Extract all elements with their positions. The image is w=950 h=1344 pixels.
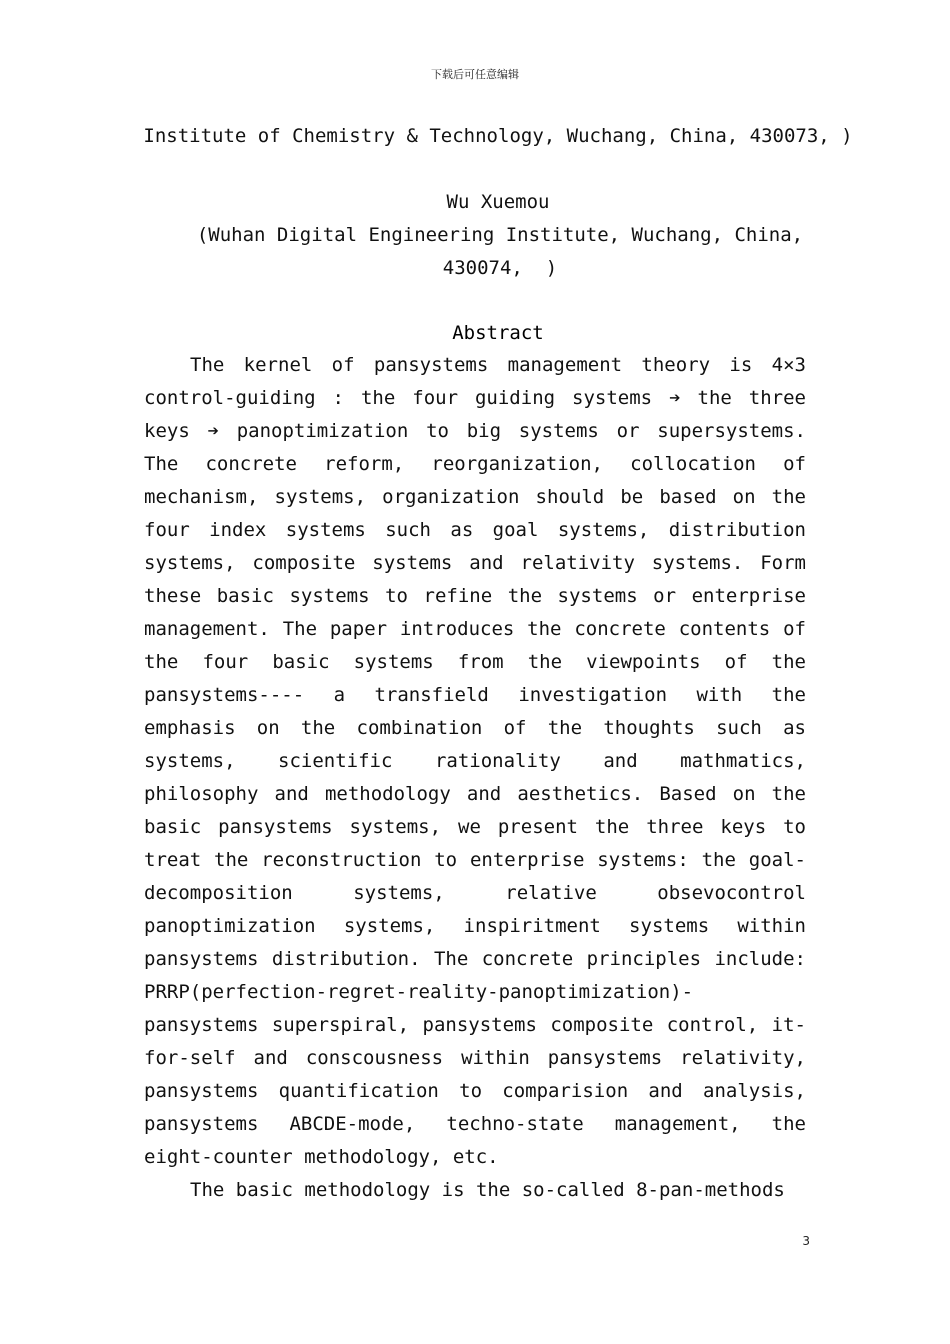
abstract-body [144,349,806,1207]
header-note: 下载后可任意编辑 [431,68,519,81]
abstract-paragraph-1: The kernel of pansystems management theory is 4×3 control-guiding : the four guiding systems ➔ the three keys ➔ panoptimization to big systems or supersystems. The concrete reform, reorganization, collocation of mechanism, systems, organization should be based on the four index systems such as goal systems, distribution systems, composite systems and relativity systems. Form these basic systems to refine the systems or enterprise management. The paper introduces the concrete contents of the four basic systems from the viewpoints of the pansystems---- a transfield investigation with the emphasis on the combination of the thoughts such as systems, scientific rationality and mathmatics, philosophy and methodology and aesthetics. Based on the basic pansystems systems, we present the three keys to treat the reconstruction to enterprise systems: the goal-decomposition systems, relative obsevocontrol panoptimization systems, inspiritment systems within pansystems distribution. The concrete principles include: PRRP(perfection-regret-reality-panoptimization)-pansystems superspiral, pansystems composite control, it-for-self and conscousness within pansystems relativity, pansystems quantification to comparision and analysis, pansystems ABCDE-mode, techno-state management, the eight-counter methodology, etc. [144,354,806,1168]
author-name: Wu Xuemou [446,191,550,213]
abstract-paragraph-2: The basic methodology is the so-called 8-pan-methods [190,1179,785,1201]
page-number: 3 [802,1234,810,1248]
affiliation-second: (Wuhan Digital Engineering Institute, Wuchang, China, 430074, ) [196,224,804,279]
abstract-heading: Abstract [452,322,544,344]
affiliation-first: Institute of Chemistry & Technology, Wuchang, China, 430073, ) [143,125,853,147]
